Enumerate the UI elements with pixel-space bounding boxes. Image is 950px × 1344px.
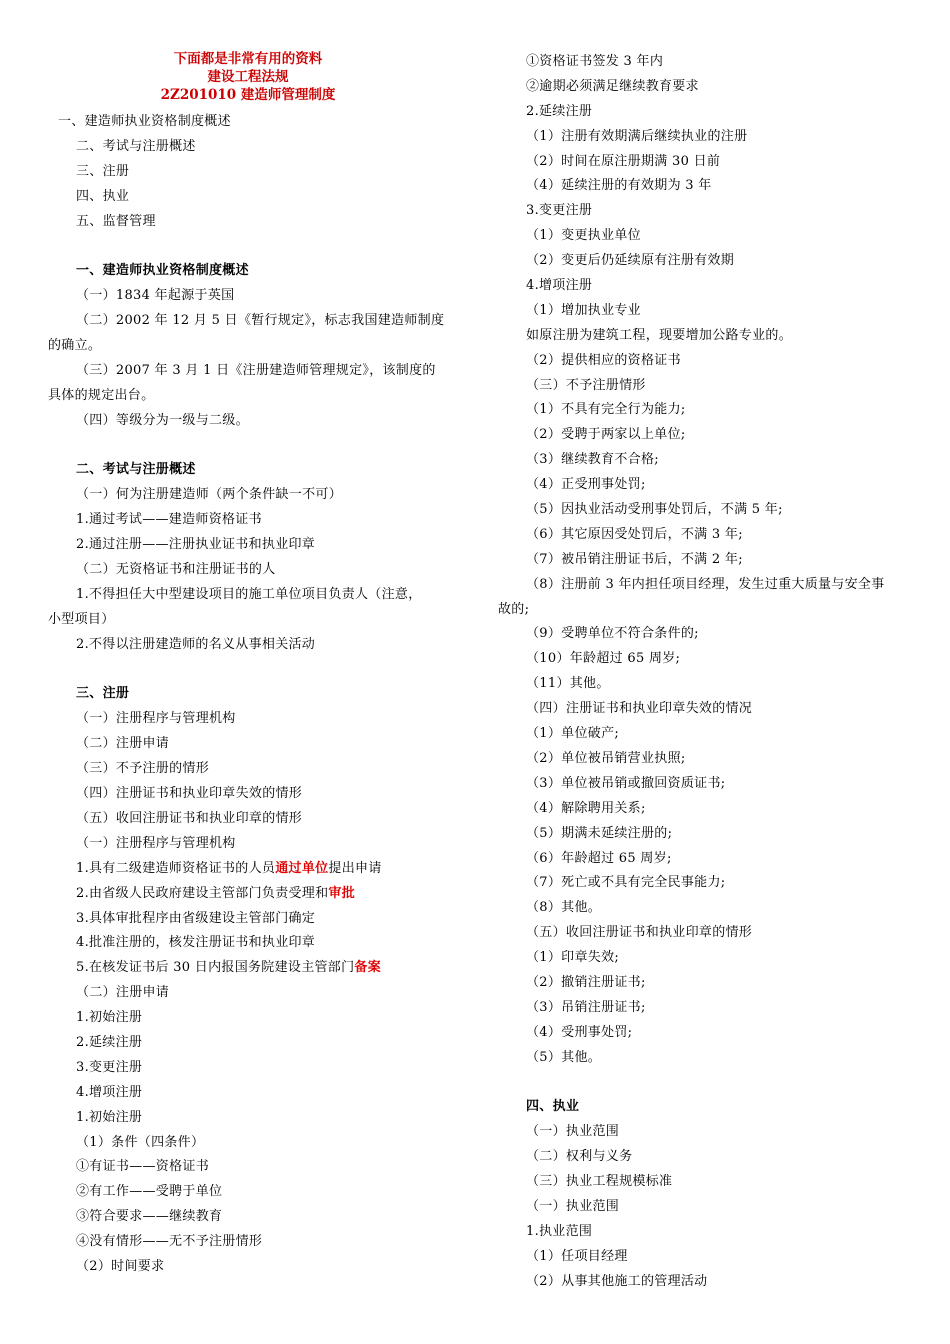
paragraph-line: （2）受聘于两家以上单位; xyxy=(526,427,686,443)
paragraph-line: ②逾期必须满足继续教育要求 xyxy=(526,78,699,94)
paragraph-line: （7）死亡或不具有完全民事能力; xyxy=(526,875,726,891)
paragraph-line: 如原注册为建筑工程，现要增加公路专业的。 xyxy=(526,327,793,343)
highlight-text: 审批 xyxy=(328,885,356,901)
paragraph-line: （五）收回注册证书和执业印章的情形 xyxy=(76,810,303,826)
paragraph-line: ①资格证书签发 3 年内 xyxy=(526,54,664,69)
paragraph-line: （1）印章失效; xyxy=(526,950,620,966)
paragraph-line: 的确立。 xyxy=(48,338,102,354)
paragraph-line: ②有工作——受聘于单位 xyxy=(76,1184,223,1200)
highlight-text: 备案 xyxy=(354,960,382,976)
toc-item: 四、执业 xyxy=(76,188,130,204)
paragraph-line: ①有证书——资格证书 xyxy=(76,1159,209,1175)
paragraph-line: （1）不具有完全行为能力; xyxy=(526,402,686,418)
paragraph-line: （三）执业工程规模标准 xyxy=(526,1174,673,1190)
toc-item: 五、监督管理 xyxy=(76,213,156,229)
paragraph-line: （五）收回注册证书和执业印章的情形 xyxy=(526,925,753,941)
paragraph-line: （二）无资格证书和注册证书的人 xyxy=(76,562,276,578)
paragraph-line xyxy=(48,956,468,981)
paragraph-line: （8）其他。 xyxy=(526,900,602,916)
paragraph-line: （二）2002 年 12 月 5 日《暂行规定》，标志我国建造师制度 xyxy=(76,313,445,329)
text-run: 5.在核发证书后 30 日内报国务院建设主管部门 xyxy=(76,960,355,976)
paragraph-line: （二）注册申请 xyxy=(76,985,170,1001)
left-column xyxy=(48,0,468,1280)
paragraph-line: （四）注册证书和执业印章失效的情况 xyxy=(526,701,753,717)
paragraph-line: （一）注册程序与管理机构 xyxy=(76,711,236,727)
paragraph-line: （三）不予注册情形 xyxy=(526,377,646,393)
paragraph-line: （5）其他。 xyxy=(526,1049,602,1065)
paragraph-line: （一）执业范围 xyxy=(526,1198,620,1214)
paragraph-line: （2）单位被吊销营业执照; xyxy=(526,750,686,766)
paragraph-line: （5）期满未延续注册的; xyxy=(526,825,673,841)
paragraph-line: 2.不得以注册建造师的名义从事相关活动 xyxy=(76,636,316,652)
highlight-text: 通过单位 xyxy=(275,860,329,876)
paragraph-line: （一）何为注册建造师（两个条件缺一不可） xyxy=(76,487,343,503)
paragraph-line: 1.执业范围 xyxy=(526,1223,593,1239)
paragraph-line: （四）等级分为一级与二级。 xyxy=(76,412,249,428)
paragraph-line: 1.通过考试——建造师资格证书 xyxy=(76,512,262,528)
paragraph-line: （一）1834 年起源于英国 xyxy=(76,288,235,304)
header-line-2: 建设工程法规 xyxy=(207,69,289,85)
paragraph-line: （3）单位被吊销或撤回资质证书; xyxy=(526,775,726,791)
paragraph-line: （4）正受刑事处罚; xyxy=(526,477,646,493)
paragraph-line: ③符合要求——继续教育 xyxy=(76,1209,223,1225)
paragraph-line: （2）提供相应的资格证书 xyxy=(526,352,681,368)
paragraph-line: 1.初始注册 xyxy=(76,1010,143,1026)
paragraph-line: （2）时间要求 xyxy=(76,1258,165,1274)
paragraph-line: 小型项目） xyxy=(48,611,115,627)
paragraph-line: （4）受刑事处罚; xyxy=(526,1024,633,1040)
paragraph-line: （3）继续教育不合格; xyxy=(526,452,659,468)
paragraph-line: （10）年龄超过 65 周岁; xyxy=(526,651,681,667)
paragraph-line: （1）增加执业专业 xyxy=(526,302,641,318)
paragraph-line: （1）任项目经理 xyxy=(526,1248,628,1264)
right-column xyxy=(498,0,918,1295)
paragraph-line: 4.增项注册 xyxy=(76,1084,143,1100)
paragraph-line: 1.不得担任大中型建设项目的施工单位项目负责人（注意， xyxy=(76,586,422,602)
paragraph-line: （3）吊销注册证书; xyxy=(526,999,646,1015)
section-heading: 二、考试与注册概述 xyxy=(76,462,196,478)
paragraph-line: 2.通过注册——注册执业证书和执业印章 xyxy=(76,537,316,553)
section-heading: 四、执业 xyxy=(526,1099,580,1115)
toc-item: 二、考试与注册概述 xyxy=(76,138,196,154)
paragraph-line: （7）被吊销注册证书后，不满 2 年; xyxy=(526,551,743,567)
toc-item: 三、注册 xyxy=(76,163,130,179)
paragraph-line: （一）注册程序与管理机构 xyxy=(76,835,236,851)
paragraph-line: （1）条件（四条件） xyxy=(76,1134,205,1150)
paragraph-line: （2）撤销注册证书; xyxy=(526,974,646,990)
paragraph-line: （二）权利与义务 xyxy=(526,1149,633,1165)
paragraph-line: （三）不予注册的情形 xyxy=(76,761,210,777)
section-heading: 一、建造师执业资格制度概述 xyxy=(76,263,249,279)
paragraph-line: （一）执业范围 xyxy=(526,1124,620,1140)
text-run: 1.具有二级建造师资格证书的人员 xyxy=(76,860,276,876)
paragraph-line: （2）从事其他施工的管理活动 xyxy=(526,1273,708,1289)
paragraph-line: （四）注册证书和执业印章失效的情形 xyxy=(76,786,303,802)
paragraph-line: （9）受聘单位不符合条件的; xyxy=(526,626,699,642)
paragraph-line: 2.延续注册 xyxy=(76,1034,143,1050)
paragraph-line: 3.变更注册 xyxy=(526,203,593,219)
header-line-1: 下面都是非常有用的资料 xyxy=(173,51,323,67)
paragraph-line: 故的; xyxy=(498,601,530,617)
paragraph-line: 4.批准注册的，核发注册证书和执业印章 xyxy=(76,935,316,951)
paragraph-line: （5）因执业活动受刑事处罚后，不满 5 年; xyxy=(526,502,783,518)
paragraph-line xyxy=(48,857,468,882)
paragraph-line: ④没有情形——无不予注册情形 xyxy=(76,1234,263,1250)
paragraph-line: 3.变更注册 xyxy=(76,1059,143,1075)
paragraph-line: （二）注册申请 xyxy=(76,736,170,752)
document-header xyxy=(48,50,468,104)
paragraph-line: （11）其他。 xyxy=(526,676,610,692)
header-line-3: 2Z201010 建造师管理制度 xyxy=(160,87,336,103)
section-heading: 三、注册 xyxy=(76,686,130,702)
toc-item: 一、建造师执业资格制度概述 xyxy=(58,114,231,129)
paragraph-line: 具体的规定出台。 xyxy=(48,387,155,403)
paragraph-line: （1）注册有效期满后继续执业的注册 xyxy=(526,128,748,144)
paragraph-line: （4）解除聘用关系; xyxy=(526,800,646,816)
paragraph-line: （6）年龄超过 65 周岁; xyxy=(526,850,672,866)
paragraph-line: （2）时间在原注册期满 30 日前 xyxy=(526,153,721,169)
paragraph-line: （1）变更执业单位 xyxy=(526,228,641,244)
text-run: 2.由省级人民政府建设主管部门负责受理和 xyxy=(76,885,329,901)
paragraph-line: （2）变更后仍延续原有注册有效期 xyxy=(526,253,735,269)
text-run: 提出申请 xyxy=(328,860,382,876)
paragraph-line: 1.初始注册 xyxy=(76,1109,143,1125)
paragraph-line: （1）单位破产; xyxy=(526,726,620,742)
paragraph-line: （6）其它原因受处罚后，不满 3 年; xyxy=(526,526,743,542)
paragraph-line: （4）延续注册的有效期为 3 年 xyxy=(526,178,712,194)
paragraph-line: 3.具体审批程序由省级建设主管部门确定 xyxy=(76,910,316,926)
paragraph-line: （8）注册前 3 年内担任项目经理，发生过重大质量与安全事 xyxy=(526,576,885,592)
paragraph-line: 2.延续注册 xyxy=(526,103,593,119)
paragraph-line: （三）2007 年 3 月 1 日《注册建造师管理规定》，该制度的 xyxy=(76,362,436,378)
paragraph-line xyxy=(48,882,468,907)
paragraph-line: 4.增项注册 xyxy=(526,278,593,294)
